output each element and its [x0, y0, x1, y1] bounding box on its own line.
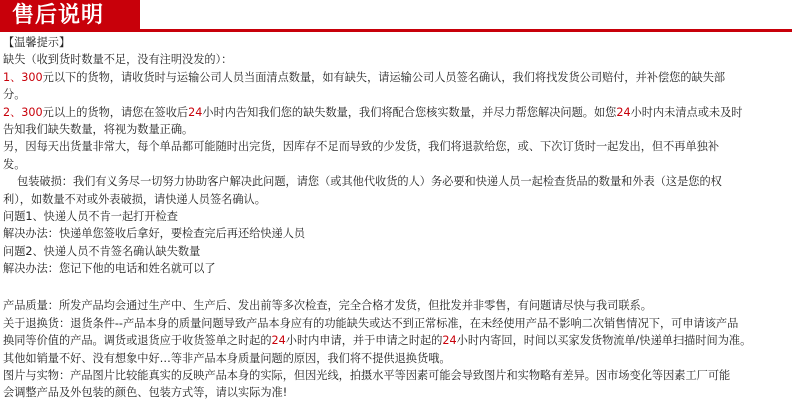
item-2-text-c: 小时内告知我们您的缺失数量，我们将配合您核实数量，并尽力帮您解决问题。如您: [202, 105, 617, 119]
item-2-hours-b: 24: [616, 105, 631, 119]
shortage-item-2-cont: 告知我们缺失数量，将视为数量正确。: [3, 122, 194, 136]
page-title: 售后说明: [12, 3, 105, 28]
peak-note-cont: 发。: [3, 157, 26, 171]
item-1-number: 1、300: [3, 70, 43, 84]
photo-policy: 图片与实物：产品图片比较能真实的反映产品本身的实际，但因光线，拍摄水平等因素可能会导致图片和实物略有差异。因市场变化等因素工厂可能: [3, 369, 731, 383]
item-2-text-a: 元以上的货物，请您在签收后: [42, 105, 189, 119]
item-2-number: 2、300: [3, 105, 43, 119]
return-hours-a: 24: [271, 334, 286, 348]
solution-1: 解决办法：快递单您签收后拿好，要检查完后再还给快递人员: [3, 227, 306, 241]
return-text-c: 小时内申请，并于申请之时起的: [285, 334, 443, 348]
after-sales-content: [0, 32, 792, 402]
spacer: [3, 277, 789, 297]
item-2-hours-a: 24: [188, 105, 203, 119]
problem-2: 问题2、快递人员不肯签名确认缺失数量: [3, 244, 201, 258]
shortage-heading: 缺失（收到货时数量不足，没有注明没发的）：: [3, 53, 233, 67]
return-policy: 关于退换货：退货条件--产品本身的质量问题导致产品本身应有的功能缺失或达不到正常标准，在未经使用产品不影响二次销售情况下，可申请该产品: [3, 316, 739, 330]
return-text-a: 换同等价值的产品。调货或退货应于收货签单之时起的: [3, 334, 272, 348]
item-1-text: 元以下的货物，请收货时与运输公司人员当面清点数量，如有缺失，请运输公司人员签名确认，我们将找发货公司赔付，并补偿您的缺失部: [42, 70, 726, 84]
header-underline: [0, 29, 792, 32]
solution-2: 解决办法：您记下他的电话和姓名就可以了: [3, 262, 216, 276]
peak-note: 另，因每天出货量非常大，每个单品都可能随时出完货，因库存不足而导致的少发货，我们将退款给您，或、下次订货时一起发出，但不再单独补: [3, 140, 720, 154]
photo-policy-cont: 会调整产品及外包装的颜色、包装方式等，请以实际为准!: [3, 386, 288, 400]
problem-1: 问题1、快递人员不肯一起打开检查: [3, 209, 178, 223]
item-2-text-e: 小时内未清点或未及时: [630, 105, 743, 119]
return-policy-cont: [3, 332, 789, 349]
shortage-item-2: [3, 104, 789, 121]
notice-title: 【温馨提示】: [3, 36, 71, 49]
shortage-item-1-cont: 分。: [3, 88, 26, 102]
other-policy: 其他如销量不好、没有想象中好…等非产品本身质量问题的原因，我们将不提供退换货哦。: [3, 351, 451, 365]
return-text-e: 小时内寄回，时间以买家发货物流单/快递单扫描时间为准。: [456, 334, 752, 348]
shortage-item-1: [3, 69, 789, 86]
damage-note-cont: 利），如数量不对或外表破损，请快递人员签名确认。: [3, 192, 266, 206]
damage-note: 包装破损：我们有义务尽一切努力协助客户解决此问题，请您（或其他代收货的人）务必要和快递人员一起检查货品的数量和外表（这是您的权: [17, 175, 722, 189]
quality-policy: 产品质量：所发产品均会通过生产中、生产后、发出前等多次检查，完全合格才发货，但批发并非零售，有问题请尽快与我司联系。: [3, 299, 652, 313]
header-bar: [0, 0, 792, 32]
return-hours-b: 24: [442, 334, 457, 348]
